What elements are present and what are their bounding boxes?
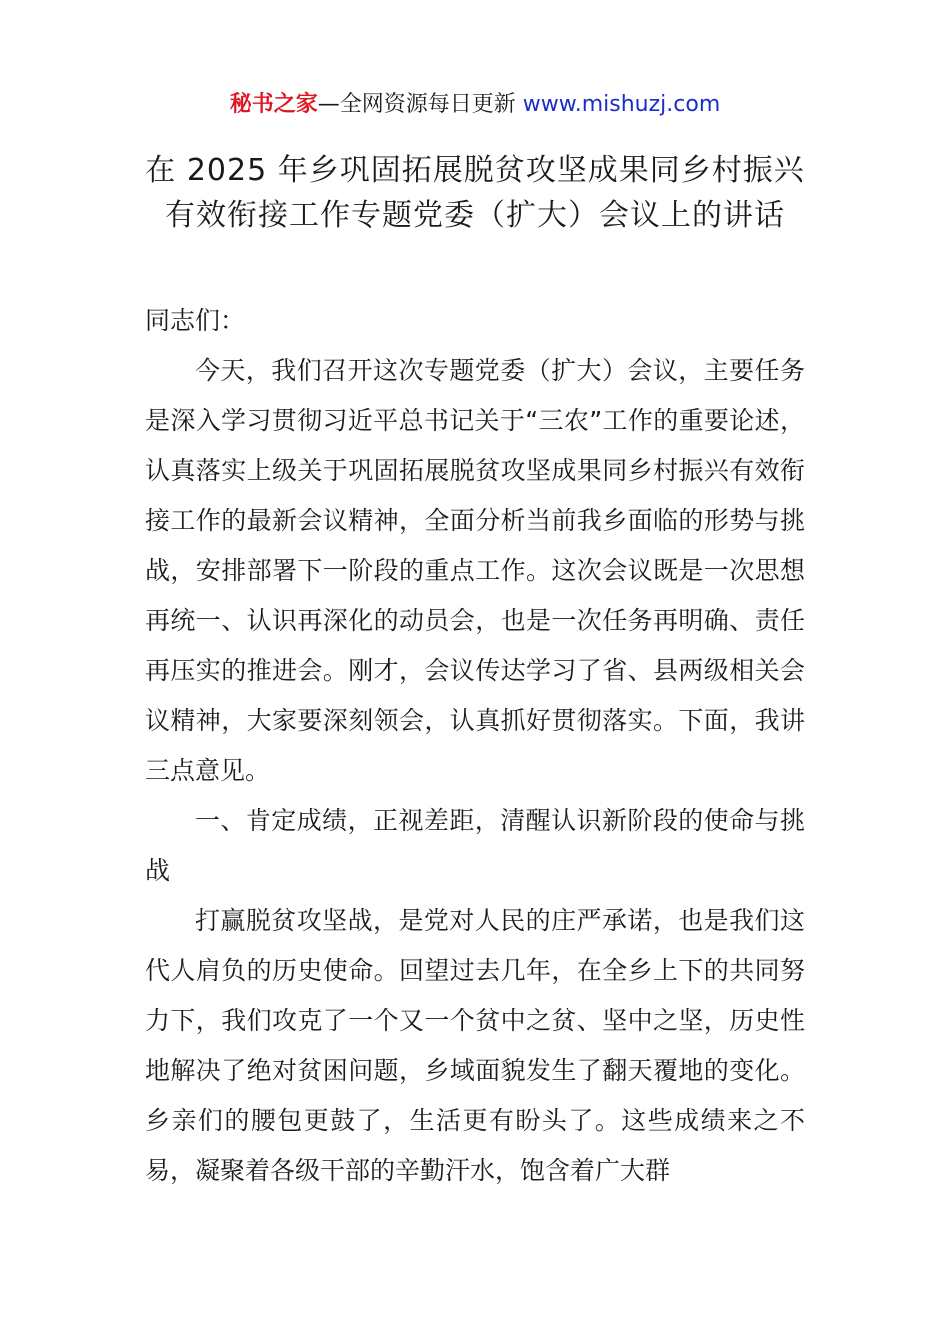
brand-name: 秘书之家 (229, 92, 318, 117)
title-line-1: 在 2025 年乡巩固拓展脱贫攻坚成果同乡村振兴 (145, 153, 805, 188)
section-heading-1: 一、肯定成绩，正视差距，清醒认识新阶段的使命与挑战 (145, 806, 805, 885)
header-tagline: —全网资源每日更新 (317, 92, 523, 117)
salutation: 同志们： (145, 306, 246, 335)
title-line-2: 有效衔接工作专题党委（扩大）会议上的讲话 (165, 198, 785, 233)
document-title (100, 148, 850, 238)
document-body (145, 296, 805, 1196)
paragraph-intro: 今天，我们召开这次专题党委（扩大）会议，主要任务是深入学习贯彻习近平总书记关于“三农”工作的重要论述，认真落实上级关于巩固拓展脱贫攻坚成果同乡村振兴有效衔接工作的最新会议精神，全面分析当前我乡面临的形势与挑战，安排部署下一阶段的重点工作。这次会议既是一次思想再统一、认识再深化的动员会，也是一次任务再明确、责任再压实的推进会。刚才，会议传达学习了省、县两级相关会议精神，大家要深刻领会，认真抓好贯彻落实。下面，我讲三点意见。 (145, 356, 805, 785)
site-url-link[interactable]: www.mishuzj.com (522, 92, 721, 117)
site-header (0, 88, 950, 122)
paragraph-section-1: 打赢脱贫攻坚战，是党对人民的庄严承诺，也是我们这代人肩负的历史使命。回望过去几年，在全乡上下的共同努力下，我们攻克了一个又一个贫中之贫、坚中之坚，历史性地解决了绝对贫困问题，乡域面貌发生了翻天覆地的变化。乡亲们的腰包更鼓了，生活更有盼头了。这些成绩来之不易，凝聚着各级干部的辛勤汗水，饱含着广大群 (145, 906, 805, 1185)
